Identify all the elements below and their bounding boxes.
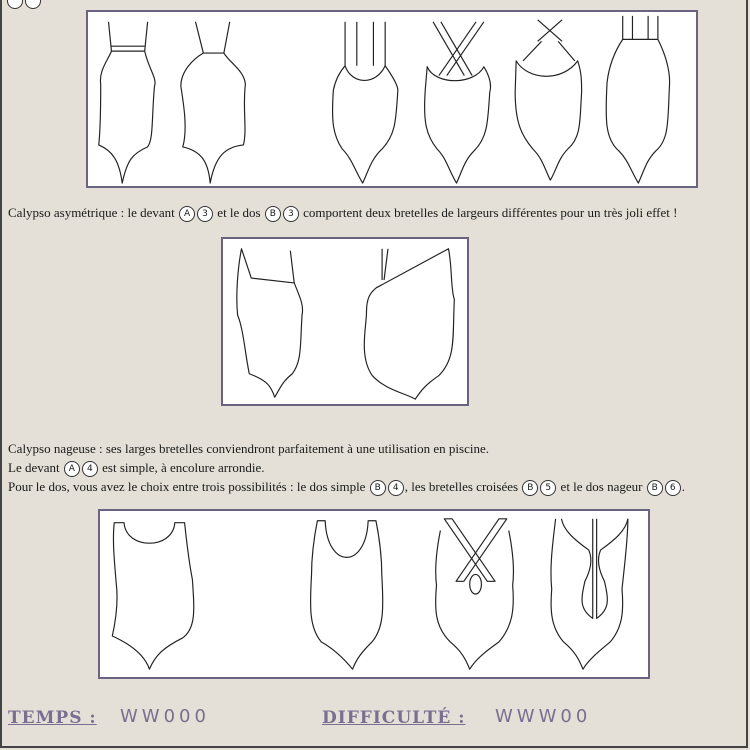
badge-b-icon: B [265,206,281,222]
swimsuit-set-2 [223,239,467,404]
asym-paragraph [8,203,677,222]
nageuse-line-3-mid-1: , les bretelles croisées [404,479,519,494]
swimsuit-back-thin-straps-icon [181,22,246,183]
swimsuit-nageuse-front-icon [112,523,193,669]
asym-text-prefix: Calypso asymétrique : le devant [8,205,175,220]
swimsuit-back-crossed-straps-icon [425,22,491,183]
nageuse-line-3-mid-2: et le dos nageur [560,479,643,494]
badge-num-icon: 3 [283,206,299,222]
swimsuit-back-parallel-straps-icon [333,22,398,183]
temps-value: WW000 [120,706,210,727]
badge-a-icon: A [64,461,80,477]
badge-num-icon: 4 [82,461,98,477]
difficulte-value: WWW00 [495,706,592,727]
swimsuit-back-tied-straps-icon [515,20,581,180]
swimsuit-asym-back-icon [364,249,454,399]
illustration-panel-nageuse [98,509,650,679]
asym-text-suffix: comportent deux bretelles de largeurs différentes pour un très joli effet ! [303,205,678,220]
swimsuit-set-1 [88,12,696,186]
nageuse-paragraph-1 [8,439,489,458]
swimsuit-nageuse-back-crossed-icon [436,519,514,669]
swimsuit-back-wide-strap-icon [606,16,669,183]
nageuse-line-1: Calypso nageuse : ses larges bretelles conviendront parfaitement à une utilisation en piscine. [8,441,489,456]
nageuse-paragraph-3 [8,477,685,496]
difficulte-label: DIFFICULTÉ : [322,708,466,728]
badge-num-icon: 4 [388,480,404,496]
illustration-panel-asym [221,237,469,406]
swimsuit-front-thin-straps-icon [99,22,155,183]
swimsuit-set-3 [100,511,648,677]
badge-icon [25,0,41,9]
temps-label: TEMPS : [8,708,97,728]
nageuse-paragraph-2 [8,458,265,477]
badge-num-icon: 3 [197,206,213,222]
footer [8,704,708,734]
swimsuit-asym-front-icon [237,249,303,397]
badge-icon [7,0,23,9]
badge-b-icon: B [522,480,538,496]
badge-num-icon: 5 [540,480,556,496]
badge-a-icon: A [179,206,195,222]
badge-b-icon: B [647,480,663,496]
badge-b-icon: B [370,480,386,496]
asym-text-mid: et le dos [217,205,261,220]
nageuse-line-2-suffix: est simple, à encolure arrondie. [102,460,265,475]
nageuse-line-3-end: . [681,479,685,494]
top-badges [6,0,42,10]
nageuse-line-3-prefix: Pour le dos, vous avez le choix entre trois possibilités : le dos simple [8,479,366,494]
illustration-panel-fines [86,10,698,188]
nageuse-line-2-prefix: Le devant [8,460,60,475]
swimsuit-nageuse-back-simple-icon [311,521,383,669]
swimsuit-nageuse-back-racer-icon [551,519,628,669]
badge-num-icon: 6 [665,480,681,496]
